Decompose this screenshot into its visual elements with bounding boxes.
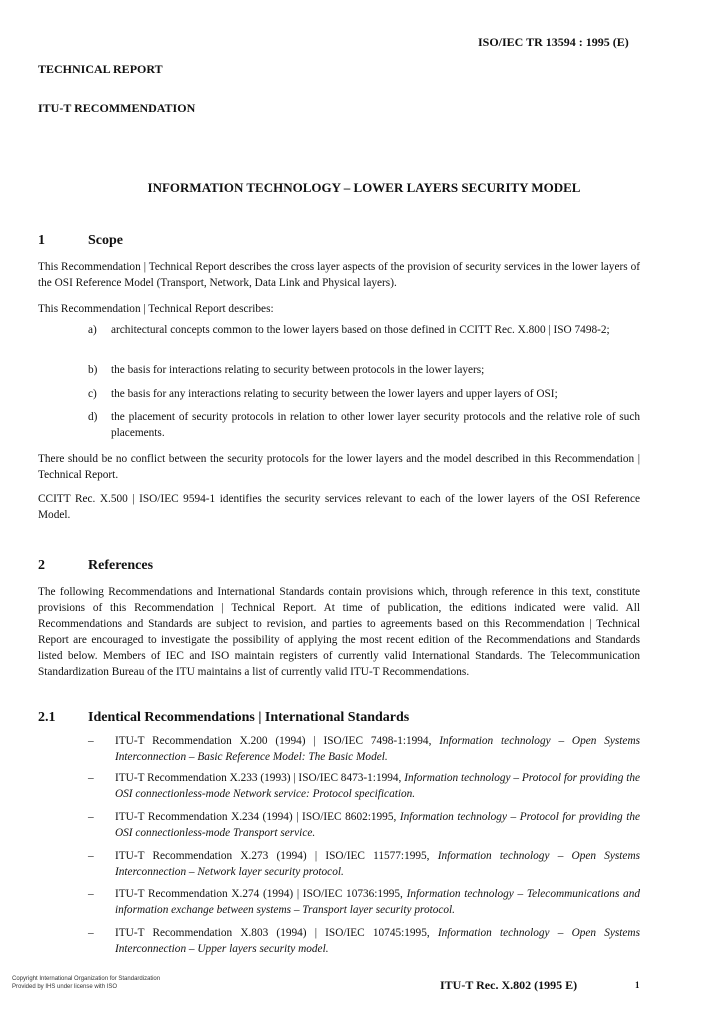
list-item-label: a) (88, 324, 97, 336)
reference-item (88, 886, 640, 918)
list-dash: – (88, 927, 94, 939)
list-item (88, 386, 640, 402)
list-dash: – (88, 811, 94, 823)
list-dash: – (88, 735, 94, 747)
reference-id: ITU-T Recommendation X.274 (1994) | ISO/IEC 10736:1995, (115, 888, 407, 900)
list-dash: – (88, 888, 94, 900)
copyright-notice (12, 975, 212, 991)
scope-paragraph-4: CCITT Rec. X.500 | ISO/IEC 9594-1 identifies the security services relevant to each of the lower layers of the OSI Reference Model. (38, 493, 640, 521)
section-2-heading: References (88, 558, 154, 573)
series-label: ITU-T RECOMMENDATION (38, 101, 196, 115)
scope-paragraph-3: There should be no conflict between the security protocols for the lower layers and the model described in this Recommendation | Technical Report. (38, 453, 640, 481)
section-2-1-heading: Identical Recommendations | International Standards (88, 710, 410, 725)
reference-title: Information technology – Telecommunications and information exchange between systems – Transport layer security protocol. (115, 888, 640, 916)
reference-item (88, 848, 640, 880)
reference-id: ITU-T Recommendation X.234 (1994) | ISO/IEC 8602:1995, (115, 811, 400, 823)
list-item-label: c) (88, 388, 97, 400)
list-item (88, 409, 640, 441)
standard-id: ISO/IEC TR 13594 : 1995 (E) (478, 35, 629, 49)
reference-item (88, 770, 640, 802)
reference-title: Information technology – Open Systems Interconnection – Network layer security protocol. (115, 850, 641, 878)
references-paragraph: The following Recommendations and International Standards contain provisions which, through reference in this text, constitute provisions of this Recommendation | Technical Report. At time of publication, the editions indicated were valid. All Recommendations and Standards are subject to revision, and parties to agreements based on this Recommendation | Technical Report are encouraged to investigate the possibility of applying the most recent edition of the Recommendations and Standards listed below. Members of IEC and ISO maintain registers of currently valid International Standards. The Telecommunication Standardization Bureau of the ITU maintains a list of currently valid ITU-T Recommendations. (38, 586, 640, 678)
doc-type-label: TECHNICAL REPORT (38, 62, 163, 76)
reference-item (88, 809, 640, 841)
reference-id: ITU-T Recommendation X.273 (1994) | ISO/IEC 11577:1995, (115, 850, 438, 862)
copyright-line: Copyright International Organization for Standardization (12, 976, 161, 982)
reference-item (88, 733, 640, 765)
scope-paragraph-2: This Recommendation | Technical Report describes: (38, 303, 274, 315)
reference-title: Information technology – Protocol for providing the OSI connectionless-mode Network service: Protocol specification. (115, 772, 640, 800)
reference-title: Information technology – Open Systems Interconnection – Basic Reference Model: The Basic Model. (115, 735, 641, 763)
section-1-heading: Scope (88, 233, 123, 248)
document-title: INFORMATION TECHNOLOGY – LOWER LAYERS SECURITY MODEL (147, 180, 581, 195)
page-number: 1 (635, 980, 640, 990)
list-item (88, 362, 640, 378)
footer-recommendation-id: ITU-T Rec. X.802 (1995 E) (440, 978, 578, 992)
list-item-text: the basis for interactions relating to security between protocols in the lower layers; (111, 364, 485, 376)
reference-title: Information technology – Open Systems Interconnection – Upper layers security model. (115, 927, 640, 955)
list-item-text: the basis for any interactions relating to security between the lower layers and upper layers of OSI; (111, 388, 558, 400)
reference-id: ITU-T Recommendation X.233 (1993) | ISO/IEC 8473-1:1994, (115, 772, 405, 784)
list-item-label: d) (88, 411, 98, 423)
section-2-1-number: 2.1 (38, 710, 56, 725)
list-item-text: architectural concepts common to the lower layers based on those defined in CCITT Rec. X.800 | ISO 7498-2; (111, 324, 610, 336)
reference-title: Information technology – Protocol for providing the OSI connectionless-mode Transport service. (115, 811, 640, 839)
list-item (88, 322, 640, 338)
list-dash: – (88, 850, 94, 862)
section-2-number: 2 (38, 558, 45, 573)
section-1-number: 1 (38, 233, 45, 248)
license-line: Provided by IHS under license with ISO (12, 984, 118, 990)
scope-paragraph-1: This Recommendation | Technical Report describes the cross layer aspects of the provision of security services in the lower layers of the OSI Reference Model (Transport, Network, Data Link and Physical layers). (38, 261, 640, 289)
reference-item (88, 925, 640, 957)
list-dash: – (88, 772, 94, 784)
reference-id: ITU-T Recommendation X.803 (1994) | ISO/IEC 10745:1995, (115, 927, 438, 939)
list-item-label: b) (88, 364, 98, 376)
list-item-text: the placement of security protocols in relation to other lower layer security protocols and the relative role of such placements. (111, 411, 640, 439)
reference-id: ITU-T Recommendation X.200 (1994) | ISO/IEC 7498-1:1994, (115, 735, 440, 747)
